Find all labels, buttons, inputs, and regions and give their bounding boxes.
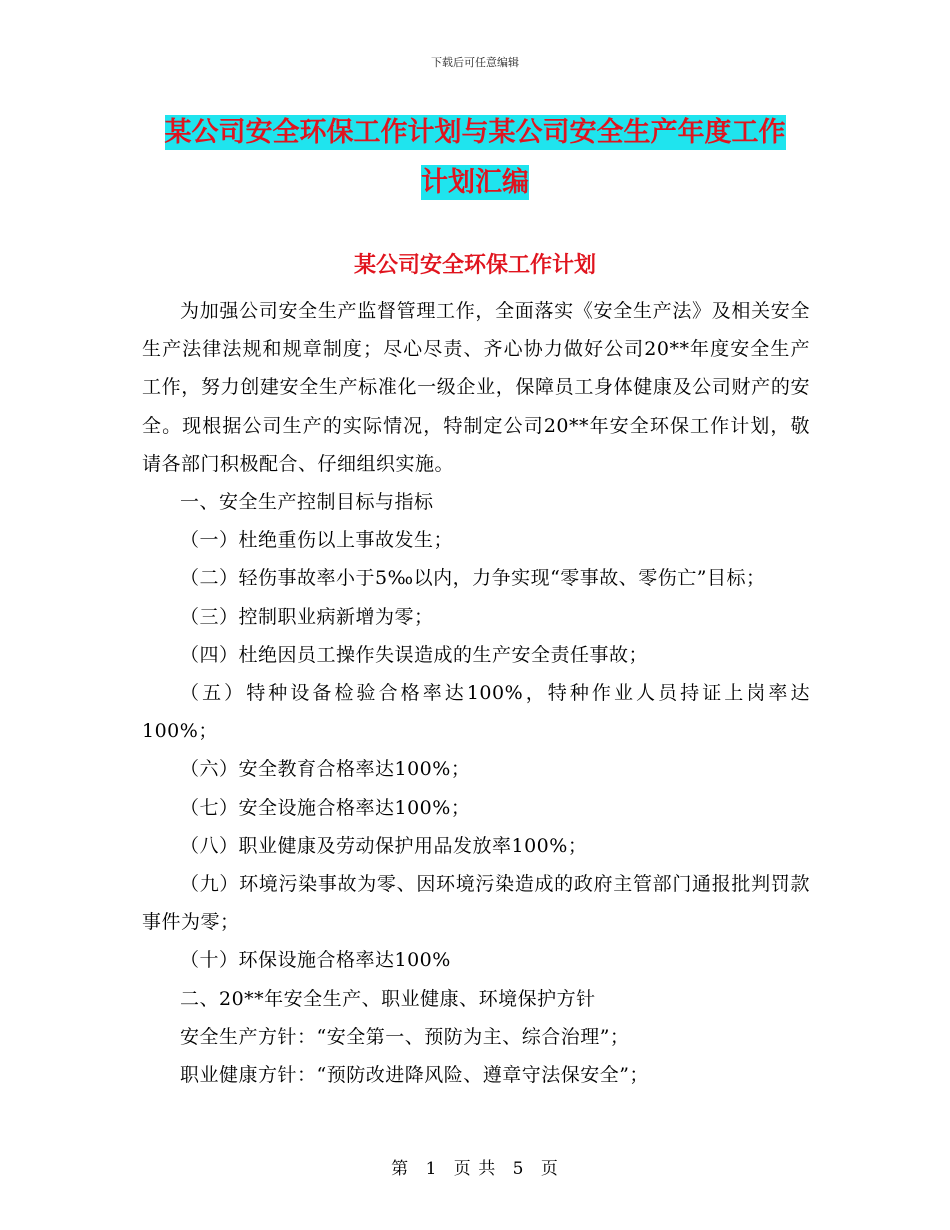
target-item: （五）特种设备检验合格率达100%，特种作业人员持证上岗率达100%； (142, 682, 810, 743)
document-title-line1: 某公司安全环保工作计划与某公司安全生产年度工作 (164, 117, 786, 148)
document-title-line2: 计划汇编 (421, 167, 529, 198)
document-title (0, 108, 950, 208)
intro-paragraph: 为加强公司安全生产监督管理工作，全面落实《安全生产法》及相关安全生产法律法规和规章制度；尽心尽责、齐心协力做好公司20**年度安全生产工作，努力创建安全生产标准化一级企业，保障员工身体健康及公司财产的安全。现根据公司生产的实际情况，特制定公司20**年安全环保工作计划，敬请各部门积极配合、仔细组织实施。 (142, 300, 810, 475)
page-number: 1 (425, 1159, 438, 1179)
section-title: 某公司安全环保工作计划 (353, 252, 596, 278)
target-item: （八）职业健康及劳动保护用品发放率100%； (180, 834, 588, 857)
target-item: （七）安全设施合格率达100%； (180, 796, 471, 819)
header-note: 下载后可任意编辑 (431, 56, 519, 69)
target-item: （三）控制职业病新增为零； (180, 605, 434, 628)
policy-item: 职业健康方针：“预防改进降风险、遵章守法保安全”； (180, 1064, 649, 1087)
policy-item: 安全生产方针：“安全第一、预防为主、综合治理”； (180, 1025, 630, 1048)
footer-suffix: 页 (540, 1159, 559, 1179)
document-body (142, 292, 810, 1094)
page-footer (0, 1154, 950, 1179)
heading-policies: 二、20**年安全生产、职业健康、环境保护方针 (180, 987, 596, 1010)
page-total: 5 (512, 1159, 525, 1179)
target-item: （六）安全教育合格率达100%； (180, 758, 471, 781)
footer-middle: 页 共 (453, 1159, 497, 1179)
target-item: （十）环保设施合格率达100% (180, 949, 451, 972)
target-item: （九）环境污染事故为零、因环境污染造成的政府主管部门通报批判罚款事件为零； (142, 873, 810, 934)
target-item: （二）轻伤事故率小于5‰以内，力争实现“零事故、零伤亡”目标； (180, 567, 766, 590)
footer-prefix: 第 (391, 1159, 410, 1179)
heading-targets: 一、安全生产控制目标与指标 (180, 491, 434, 514)
target-item: （一）杜绝重伤以上事故发生； (180, 529, 454, 552)
target-item: （四）杜绝因员工操作失误造成的生产安全责任事故； (180, 643, 649, 666)
